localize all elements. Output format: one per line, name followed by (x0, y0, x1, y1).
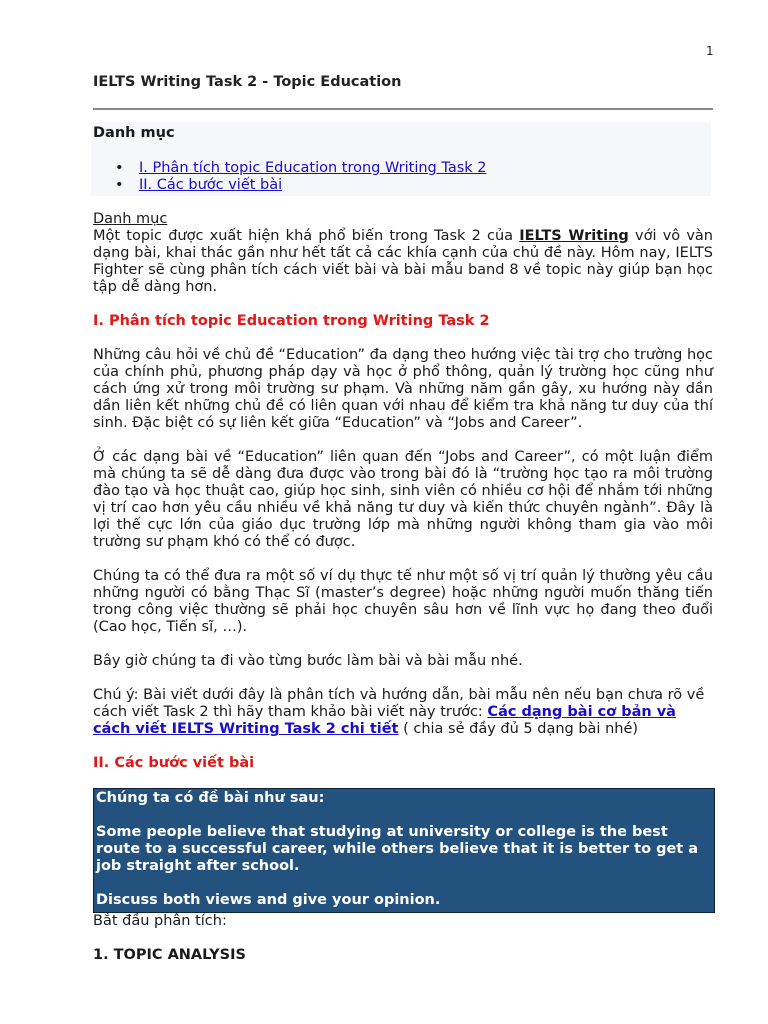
task2-guide-link[interactable]: Các dạng bài cơ bản và cách viết IELTS Writing Task 2 chi tiết (93, 704, 676, 737)
analysis-start: Bắt đầu phân tích: (93, 913, 227, 929)
topic-analysis-heading: 1. TOPIC ANALYSIS (93, 947, 246, 963)
paragraph: Ở các dạng bài về “Education” liên quan đến “Jobs and Career”, có một luận điểm mà chúng ta sẽ dễ dàng đưa được vào trong bài đó là “trường học tạo ra môi trường đào tạo và học thuật cao, giúp học sinh, sinh viên có nhiều cơ hội để nhắm tới những vị trí cao hơn yêu cầu nhiều về khả năng tư duy và kiến thức chuyên ngành”. Đây là lợi thế cực lớn của giáo dục trường lớp mà những người không tham gia vào môi trường sư phạm khó có thể có được. (93, 449, 713, 550)
toc-item (93, 177, 487, 194)
section-2-heading: II. Các bước viết bài (93, 755, 255, 771)
document-title: IELTS Writing Task 2 - Topic Education (93, 74, 402, 90)
note-paragraph: Chú ý: Bài viết dưới đây là phân tích và hướng dẫn, bài mẫu nên nếu bạn chưa rõ về cách viết Task 2 thì hãy tham khảo bài viết này trước: Các dạng bài cơ bản và cách viết IELTS Writing Task 2 chi tiết ( chia sẻ đầy đủ 5 dạng bài nhé) (93, 687, 705, 737)
toc-item (93, 160, 487, 177)
section-1-heading: I. Phân tích topic Education trong Writing Task 2 (93, 313, 490, 329)
task-intro: Chúng ta có đề bài như sau: (96, 790, 325, 806)
ielts-writing-link[interactable]: IELTS Writing (519, 228, 629, 244)
toc-list (93, 160, 487, 194)
article-body (93, 211, 713, 964)
intro-paragraph: Một topic được xuất hiện khá phổ biến trong Task 2 của IELTS Writing với vô vàn dạng bài, khai thác gần như hết tất cả các khía cạnh của chủ đề này. Hôm nay, IELTS Fighter sẽ cùng phân tích cách viết bài và bài mẫu band 8 về topic này giúp bạn học tập dễ dàng hơn. (93, 228, 713, 295)
toc-link-section-1[interactable]: I. Phân tích topic Education trong Writing Task 2 (139, 160, 487, 176)
title-divider (93, 108, 713, 110)
task-instruction: Discuss both views and give your opinion. (96, 892, 441, 908)
paragraph: Những câu hỏi về chủ đề “Education” đa dạng theo hướng việc tài trợ cho trường học của chính phủ, phương pháp dạy và học ở phổ thông, quản lý trường học cũng như cách ứng xử trong môi trường sư phạm. Và những năm gần gây, xu hướng này dần dần liên kết những chủ đề có liên quan với nhau để kiểm tra khả năng tư duy của thí sinh. Đặc biệt có sự liên kết giữa “Education” và “Jobs and Career”. (93, 347, 713, 431)
toc-link-section-2[interactable]: II. Các bước viết bài (139, 177, 283, 193)
paragraph: Bây giờ chúng ta đi vào từng bước làm bài và bài mẫu nhé. (93, 653, 523, 669)
page-number: 1 (706, 44, 714, 58)
paragraph: Chúng ta có thể đưa ra một số ví dụ thực tế như một số vị trí quản lý thường yêu cầu những người có bằng Thạc Sĩ (master’s degree) hoặc những người muốn thăng tiến trong công việc thường sẽ phải học chuyên sâu hơn về lĩnh vực họ đang theo đuổi (Cao học, Tiến sĩ, …). (93, 568, 713, 635)
toc-anchor-link[interactable]: Danh mục (93, 211, 168, 227)
toc-heading: Danh mục (93, 125, 175, 141)
task-prompt-box (93, 788, 715, 913)
task-statement: Some people believe that studying at university or college is the best route to a successful career, while others believe that it is better to get a job straight after school. (96, 824, 699, 874)
